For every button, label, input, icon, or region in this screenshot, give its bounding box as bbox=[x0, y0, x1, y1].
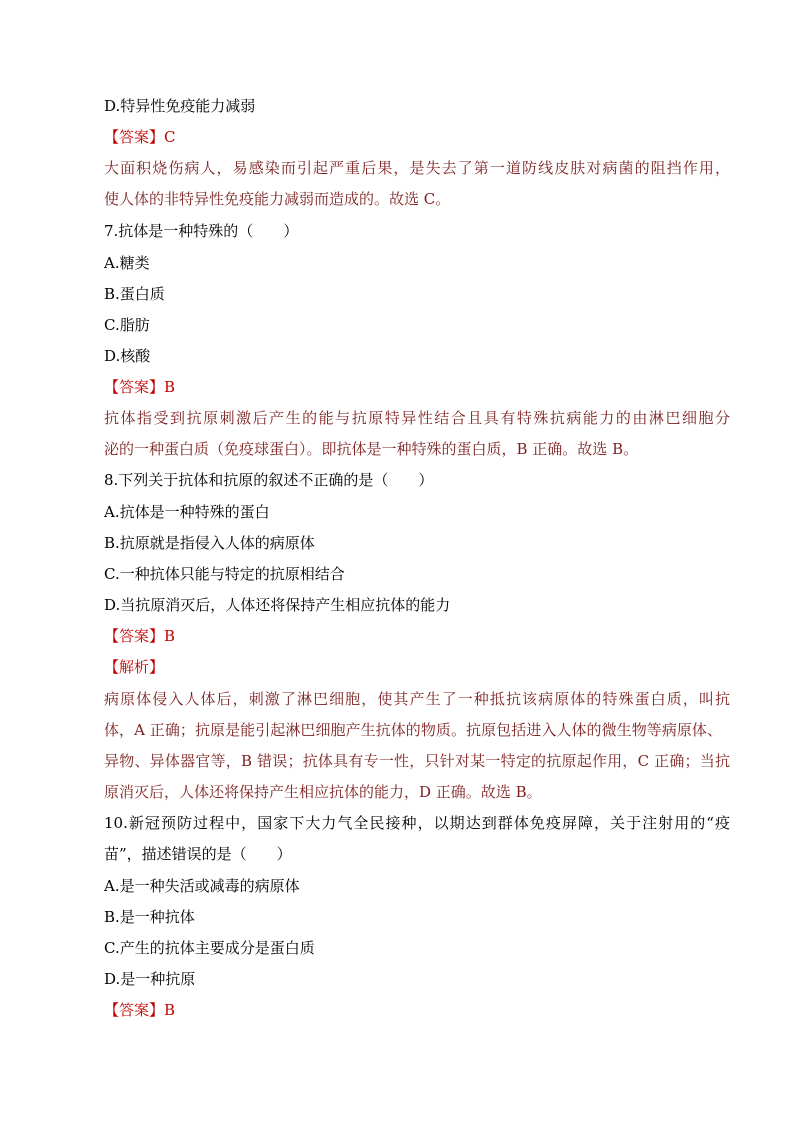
q8-option-a: A.抗体是一种特殊的蛋白 bbox=[104, 503, 270, 521]
q10-option-a: A.是一种失活或减毒的病原体 bbox=[104, 877, 300, 895]
q10-answer bbox=[104, 1000, 175, 1020]
answer-tag: 【答案】 bbox=[104, 1001, 165, 1019]
q8-option-d: D.当抗原消灭后，人体还将保持产生相应抗体的能力 bbox=[104, 596, 451, 614]
q7-option-c: C.脂肪 bbox=[104, 316, 150, 334]
q6-explanation-line: 大面积烧伤病人，易感染而引起严重后果，是失去了第一道防线皮肤对病菌的阻挡作用， bbox=[104, 159, 730, 177]
answer-tag: 【答案】 bbox=[104, 627, 165, 645]
q7-explanation-line: 抗体指受到抗原刺激后产生的能与抗原特异性结合且具有特殊抗病能力的由淋巴细胞分 bbox=[104, 409, 730, 427]
q8-analysis-heading: 【解析】 bbox=[104, 658, 165, 676]
q7-answer bbox=[104, 377, 175, 397]
q8-stem: 8.下列关于抗体和抗原的叙述不正确的是（ ） bbox=[104, 471, 434, 489]
q7-option-d: D.核酸 bbox=[104, 347, 151, 365]
answer-value: B bbox=[164, 378, 176, 396]
answer-value: C bbox=[164, 128, 176, 146]
answer-value: B bbox=[164, 1001, 176, 1019]
q8-answer bbox=[104, 626, 175, 646]
q8-option-c: C.一种抗体只能与特定的抗原相结合 bbox=[104, 565, 345, 583]
q6-option-d: D.特异性免疫能力减弱 bbox=[104, 97, 256, 115]
q8-explanation-line: 体，A 正确；抗原是能引起淋巴细胞产生抗体的物质。抗原包括进入人体的微生物等病原体、 bbox=[104, 721, 722, 739]
answer-tag: 【答案】 bbox=[104, 378, 165, 396]
q7-option-b: B.蛋白质 bbox=[104, 285, 165, 303]
answer-value: B bbox=[164, 627, 176, 645]
answer-tag: 【答案】 bbox=[104, 128, 165, 146]
q8-explanation-line: 异物、异体器官等，B 错误；抗体具有专一性，只针对某一特定的抗原起作用，C 正确；当抗 bbox=[104, 752, 730, 770]
q8-explanation-line: 原消灭后，人体还将保持产生相应抗体的能力，D 正确。故选 B。 bbox=[104, 783, 542, 801]
q8-option-b: B.抗原就是指侵入人体的病原体 bbox=[104, 534, 315, 552]
q10-option-c: C.产生的抗体主要成分是蛋白质 bbox=[104, 939, 315, 957]
q6-answer bbox=[104, 127, 176, 147]
q10-option-b: B.是一种抗体 bbox=[104, 908, 195, 926]
q7-stem: 7.抗体是一种特殊的（ ） bbox=[104, 222, 299, 240]
q8-explanation-line: 病原体侵入人体后，刺激了淋巴细胞，使其产生了一种抵抗该病原体的特殊蛋白质，叫抗 bbox=[104, 690, 730, 708]
q10-option-d: D.是一种抗原 bbox=[104, 970, 196, 988]
q10-stem-line: 苗”，描述错误的是（ ） bbox=[104, 845, 292, 863]
q10-stem-line: 10.新冠预防过程中，国家下大力气全民接种，以期达到群体免疫屏障，关于注射用的“疫 bbox=[104, 814, 730, 832]
q7-option-a: A.糖类 bbox=[104, 254, 150, 272]
q7-explanation-line: 泌的一种蛋白质（免疫球蛋白）。即抗体是一种特殊的蛋白质，B 正确。故选 B。 bbox=[104, 440, 639, 458]
q6-explanation-line: 使人体的非特异性免疫能力减弱而造成的。故选 C。 bbox=[104, 190, 451, 208]
